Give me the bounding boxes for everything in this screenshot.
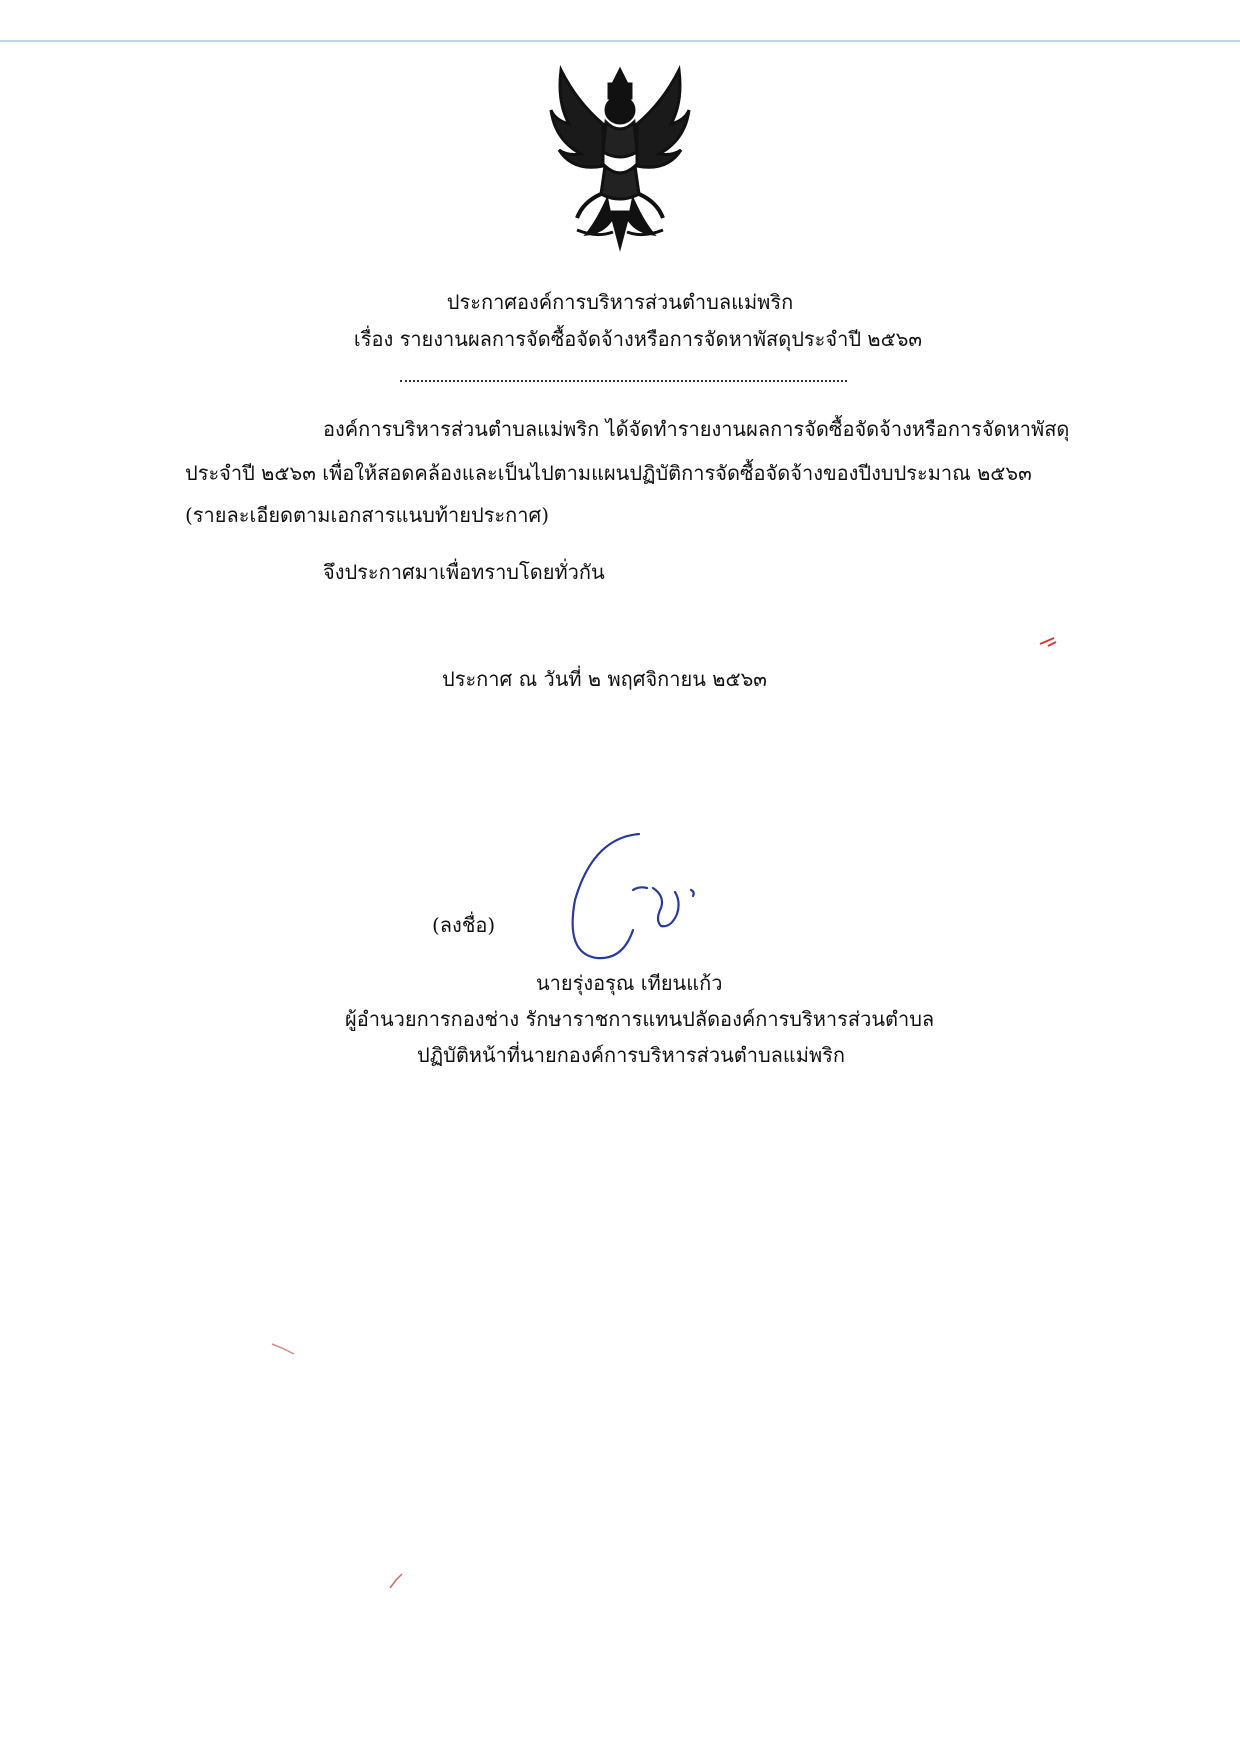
scan-top-rule [0, 40, 1240, 42]
closing-line: จึงประกาศมาเพื่อทราบโดยทั่วกัน [323, 560, 605, 584]
signer-name: นายรุ่งอรุณ เทียนแก้ว [536, 971, 723, 995]
garuda-emblem-icon [547, 62, 693, 252]
announcement-subject: เรื่อง รายงานผลการจัดซื้อจัดจ้างหรือการจัดหาพัสดุประจำปี ๒๕๖๓ [353, 327, 923, 351]
announcement-title: ประกาศองค์การบริหารส่วนตำบลแม่พริก [446, 290, 794, 314]
stray-mark-3 [388, 1572, 404, 1590]
signer-position-line-2: ปฏิบัติหน้าที่นายกองค์การบริหารส่วนตำบลแม่พริก [417, 1043, 846, 1067]
body-line-1: องค์การบริหารส่วนตำบลแม่พริก ได้จัดทำรายงานผลการจัดซื้อจัดจ้างหรือการจัดหาพัสดุ [323, 417, 1070, 441]
stray-mark-2 [270, 1340, 300, 1356]
stray-mark-1 [1038, 634, 1058, 648]
signer-position-line-1: ผู้อำนวยการกองช่าง รักษาราชการแทนปลัดองค์การบริหารส่วนตำบล [345, 1007, 935, 1031]
body-line-2: ประจำปี ๒๕๖๓ เพื่อให้สอดคล้องและเป็นไปตามแผนปฏิบัติการจัดซื้อจัดจ้างของปีงบประมาณ ๒๕๖๓ [185, 461, 1032, 485]
handwritten-signature-icon [553, 830, 728, 970]
date-line: ประกาศ ณ วันที่ ๒ พฤศจิกายน ๒๕๖๓ [442, 667, 767, 691]
body-line-3: (รายละเอียดตามเอกสารแนบท้ายประกาศ) [185, 503, 549, 527]
signed-label: (ลงชื่อ) [432, 913, 496, 937]
dotted-divider [400, 380, 847, 382]
